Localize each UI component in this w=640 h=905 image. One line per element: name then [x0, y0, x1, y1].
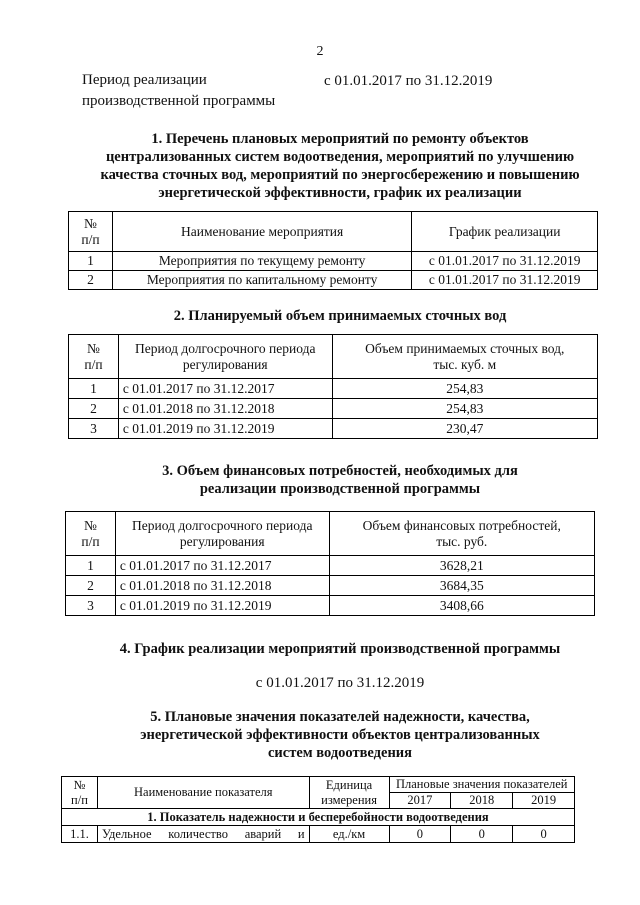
row-indicator [97, 826, 309, 843]
table-row [69, 271, 598, 290]
row-value: 3684,35 [329, 576, 594, 596]
subsection-title: 1. Показатель надежности и бесперебойности водоотведения [62, 809, 575, 826]
row-name: Мероприятия по капитальному ремонту [112, 271, 411, 290]
period-label-line2: производственной программы [82, 93, 276, 109]
table-row [69, 379, 598, 399]
header-period: Период долгосрочного периода регулирования [118, 335, 332, 379]
section2-table [68, 334, 598, 439]
section3-title-line: реализации производственной программы [199, 481, 481, 497]
row-value: 230,47 [332, 419, 597, 439]
table-subsection-row [62, 809, 575, 826]
row-num: 3 [69, 419, 119, 439]
header-num: № п/п [62, 777, 98, 809]
section1-title-line: энергетической эффективности, график их реализации [158, 185, 522, 201]
indicator-word: и [297, 826, 305, 841]
section4-title: 4. График реализации мероприятий производственной программы [119, 641, 561, 657]
header-name: Наименование мероприятия [112, 212, 411, 252]
table-row [69, 399, 598, 419]
section1-title-line: централизованных систем водоотведения, мероприятий по улучшению [105, 149, 575, 165]
row-period: с 01.01.2019 по 31.12.2019 [118, 419, 332, 439]
table-header-row [62, 777, 575, 793]
row-period: с 01.01.2017 по 31.12.2017 [115, 556, 329, 576]
row-num: 1 [66, 556, 116, 576]
section3-title-line: 3. Объем финансовых потребностей, необходимых для [162, 463, 518, 479]
row-unit: ед./км [309, 826, 389, 843]
period-value: с 01.01.2017 по 31.12.2019 [324, 73, 493, 89]
header-schedule: График реализации [412, 212, 598, 252]
row-num: 1 [69, 252, 113, 271]
row-period: с 01.01.2018 по 31.12.2018 [118, 399, 332, 419]
section2-title: 2. Планируемый объем принимаемых сточных вод [173, 308, 507, 324]
section5-table [61, 776, 575, 843]
section5-title [60, 708, 620, 762]
header-num: № п/п [69, 335, 119, 379]
header-unit: Единица измерения [309, 777, 389, 809]
section1-title [60, 130, 620, 202]
row-num: 1 [69, 379, 119, 399]
row-num: 2 [66, 576, 116, 596]
table-row [69, 419, 598, 439]
section3-title [60, 462, 620, 498]
section1-title-line: 1. Перечень плановых мероприятий по ремонту объектов [151, 131, 529, 147]
header-value: Объем принимаемых сточных вод, тыс. куб. м [332, 335, 597, 379]
section1-table [68, 211, 598, 290]
row-num: 1.1. [62, 826, 98, 843]
row-name: Мероприятия по текущему ремонту [112, 252, 411, 271]
page-number: 2 [316, 44, 324, 59]
period-label [82, 70, 275, 112]
row-schedule: с 01.01.2017 по 31.12.2019 [412, 271, 598, 290]
indicator-word: аварий [244, 826, 282, 841]
row-num: 3 [66, 596, 116, 616]
row-period: с 01.01.2018 по 31.12.2018 [115, 576, 329, 596]
row-value: 3408,66 [329, 596, 594, 616]
row-period: с 01.01.2017 по 31.12.2017 [118, 379, 332, 399]
header-num: № п/п [66, 512, 116, 556]
period-label-line1: Период реализации [82, 72, 207, 88]
row-num: 2 [69, 271, 113, 290]
row-value-2017: 0 [389, 826, 451, 843]
header-year-2018: 2018 [451, 793, 513, 809]
section5-title-line: 5. Плановые значения показателей надежности, качества, [150, 709, 530, 725]
section4-value: с 01.01.2017 по 31.12.2019 [255, 675, 425, 691]
table-row [69, 252, 598, 271]
row-value-2018: 0 [451, 826, 513, 843]
table-header-row [69, 335, 598, 379]
section5-title-line: энергетической эффективности объектов централизованных [140, 727, 540, 743]
row-period: с 01.01.2019 по 31.12.2019 [115, 596, 329, 616]
row-value-2019: 0 [513, 826, 575, 843]
row-schedule: с 01.01.2017 по 31.12.2019 [412, 252, 598, 271]
table-row [66, 576, 595, 596]
table-header-row [66, 512, 595, 556]
row-value: 3628,21 [329, 556, 594, 576]
header-planned-values: Плановые значения показателей [389, 777, 575, 793]
indicator-word: Удельное [101, 826, 152, 841]
header-period: Период долгосрочного периода регулирования [115, 512, 329, 556]
header-value: Объем финансовых потребностей, тыс. руб. [329, 512, 594, 556]
row-value: 254,83 [332, 399, 597, 419]
row-num: 2 [69, 399, 119, 419]
table-header-row [69, 212, 598, 252]
table-row [66, 596, 595, 616]
table-row [66, 556, 595, 576]
header-indicator: Наименование показателя [97, 777, 309, 809]
header-year-2017: 2017 [389, 793, 451, 809]
header-year-2019: 2019 [513, 793, 575, 809]
table-row [62, 826, 575, 843]
section1-title-line: качества сточных вод, мероприятий по энергосбережению и повышению [100, 167, 580, 183]
row-value: 254,83 [332, 379, 597, 399]
indicator-word: количество [168, 826, 228, 841]
section3-table [65, 511, 595, 616]
section5-title-line: систем водоотведения [267, 745, 413, 761]
header-num: № п/п [69, 212, 113, 252]
